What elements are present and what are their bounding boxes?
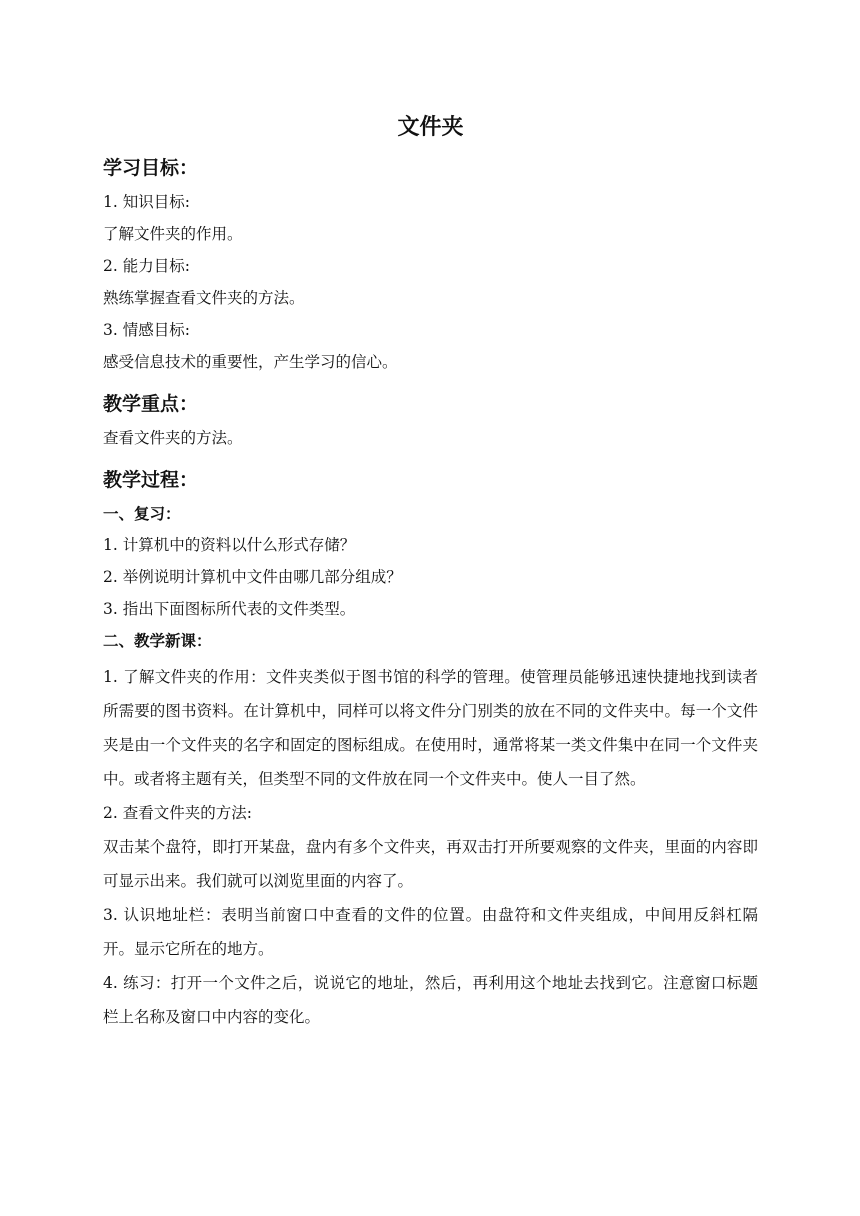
lesson-paragraph-2-title: 2. 查看文件夹的方法: — [103, 804, 252, 822]
lesson-paragraph-2-text: 双击某个盘符，即打开某盘，盘内有多个文件夹，再双击打开所要观察的文件夹，里面的内容即可显示出来。我们就可以浏览里面的内容了。 — [103, 838, 758, 890]
lesson-paragraph-4: 4. 练习：打开一个文件之后，说说它的地址，然后，再利用这个地址去找到它。注意窗口标题栏上名称及窗口中内容的变化。 — [103, 974, 758, 1026]
lesson-paragraph-3: 3. 认识地址栏：表明当前窗口中查看的文件的位置。由盘符和文件夹组成，中间用反斜杠隔开。显示它所在的地方。 — [103, 906, 758, 958]
lesson-paragraph-1: 1. 了解文件夹的作用：文件夹类似于图书馆的科学的管理。使管理员能够迅速快捷地找到读者所需要的图书资料。在计算机中，同样可以将文件分门别类的放在不同的文件夹中。每一个文件夹是由一个文件夹的名字和固定的图标组成。在使用时，通常将某一类文件集中在同一个文件夹中。或者将主题有关，但类型不同的文件放在同一个文件夹中。使人一目了然。 — [103, 668, 758, 788]
new-lesson-heading: 二、教学新课： — [103, 632, 212, 650]
goal-item: 2. 能力目标: — [103, 257, 190, 275]
focus-text: 查看文件夹的方法。 — [103, 429, 243, 447]
goal-item: 1. 知识目标: — [103, 193, 190, 211]
goal-item: 感受信息技术的重要性，产生学习的信心。 — [103, 353, 398, 371]
review-heading: 一、复习： — [103, 505, 181, 523]
document-page — [103, 110, 758, 1034]
goal-item: 熟练掌握查看文件夹的方法。 — [103, 289, 305, 307]
focus-heading: 教学重点： — [103, 393, 199, 415]
document-title: 文件夹 — [397, 115, 464, 140]
review-item: 2. 举例说明计算机中文件由哪几部分组成？ — [103, 568, 402, 586]
process-heading: 教学过程： — [103, 469, 199, 491]
review-item: 1. 计算机中的资料以什么形式存储？ — [103, 536, 356, 554]
goal-item: 了解文件夹的作用。 — [103, 225, 243, 243]
review-item: 3. 指出下面图标所代表的文件类型。 — [103, 600, 356, 618]
goals-heading: 学习目标： — [103, 157, 199, 179]
goal-item: 3. 情感目标: — [103, 321, 190, 339]
